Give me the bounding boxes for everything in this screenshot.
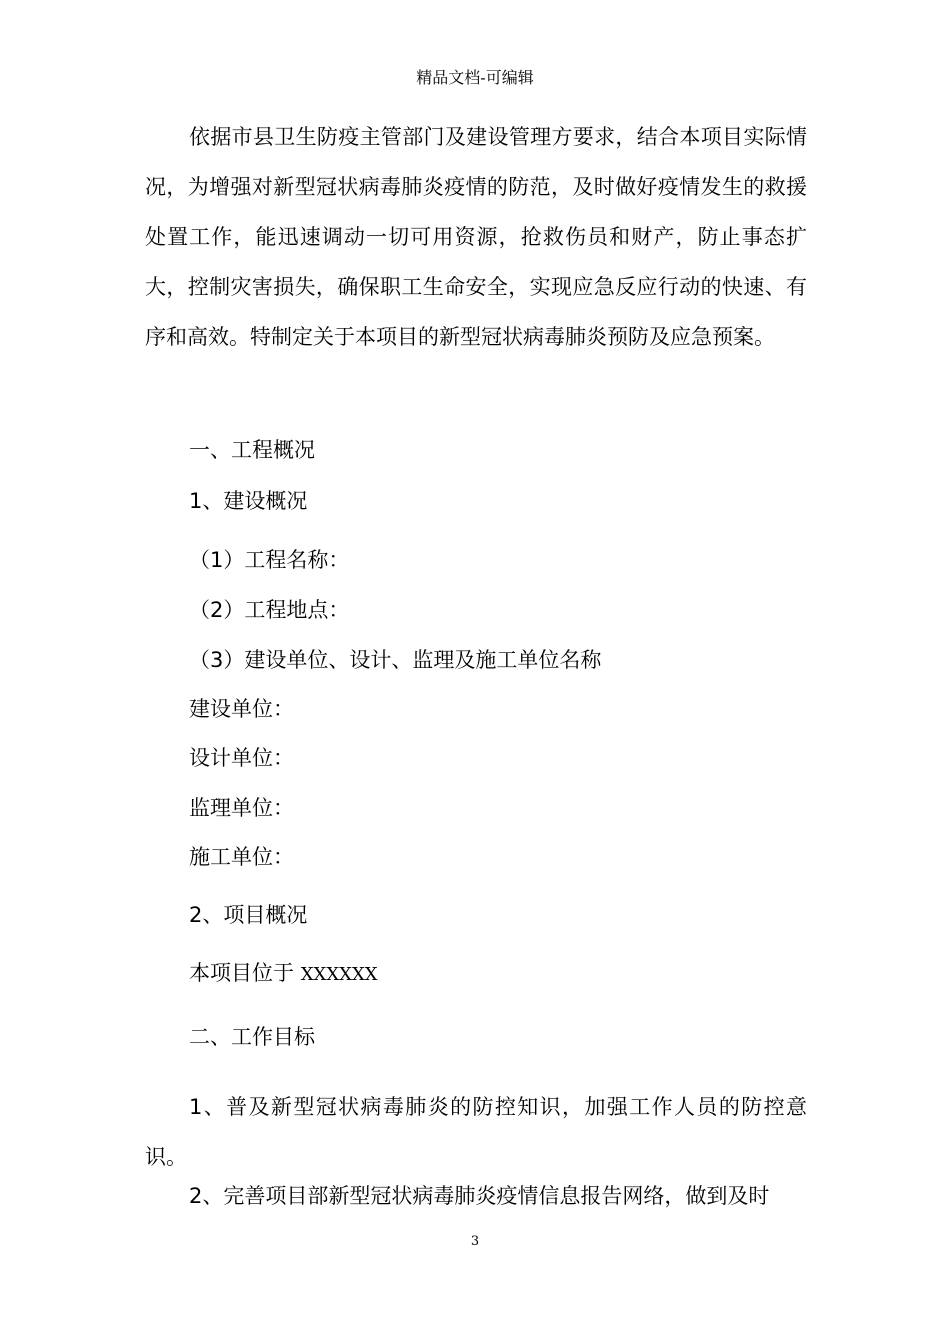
item-unit-names: （3）建设单位、设计、监理及施工单位名称 xyxy=(189,648,602,672)
document-header: 精品文档-可编辑 xyxy=(416,68,534,87)
location-value: XXXXXX xyxy=(300,964,378,985)
goal-paragraph-1: 1、普及新型冠状病毒肺炎的防控知识，加强工作人员的防控意识。 xyxy=(145,1095,807,1169)
subheading-project-summary: 2、项目概况 xyxy=(189,903,308,927)
field-owner-unit: 建设单位： xyxy=(189,697,294,721)
field-design-unit: 设计单位： xyxy=(189,746,294,770)
field-construction-unit: 施工单位： xyxy=(189,845,294,869)
page-number: 3 xyxy=(470,1234,480,1249)
intro-paragraph: 依据市县卫生防疫主管部门及建设管理方要求，结合本项目实际情况，为增强对新型冠状病毒肺炎疫情的防范，及时做好疫情发生的救援处置工作，能迅速调动一切可用资源，抢救伤员和财产，防止事态扩大，控制灾害损失，确保职工生命安全，实现应急反应行动的快速、有序和高效。特制定关于本项目的新型冠状病毒肺炎预防及应急预案。 xyxy=(145,125,807,349)
item-project-location: （2）工程地点： xyxy=(189,598,350,622)
field-supervision-unit: 监理单位： xyxy=(189,796,294,820)
subheading-construction-overview: 1、建设概况 xyxy=(189,489,308,513)
project-location-line xyxy=(189,958,378,990)
section-heading-work-goals: 二、工作目标 xyxy=(189,1025,315,1049)
location-prefix: 本项目位于 xyxy=(189,961,294,985)
item-project-name: （1）工程名称： xyxy=(189,548,350,572)
goal-paragraph-2: 2、完善项目部新型冠状病毒肺炎疫情信息报告网络，做到及时 xyxy=(189,1184,770,1208)
section-heading-project-overview: 一、工程概况 xyxy=(189,438,315,462)
